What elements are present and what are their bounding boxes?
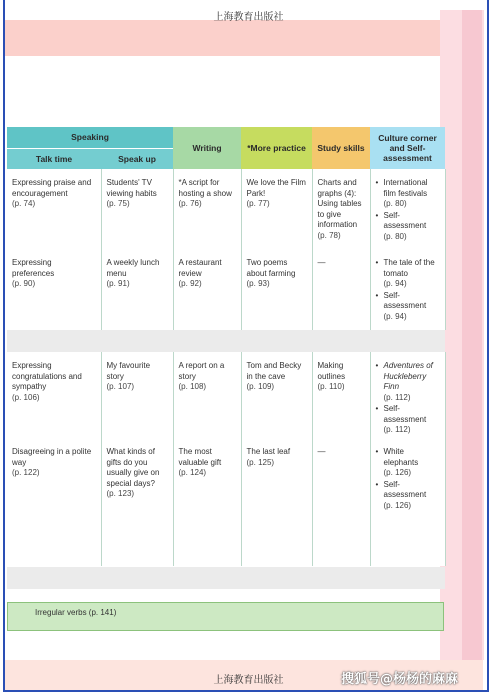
list-item: • Self-assessment (p. 112): [376, 404, 440, 436]
right-pink-strip-inner: [462, 10, 482, 660]
header-speaking: Speaking: [7, 127, 173, 148]
gray-band-2: [7, 567, 445, 589]
table-row: [7, 438, 445, 566]
list-item: • Self-assessment (p. 94): [376, 291, 440, 323]
cell-speak-up: My favourite story (p. 107): [101, 352, 173, 438]
table-row: [7, 169, 445, 249]
cell-writing: A report on a story (p. 108): [173, 352, 241, 438]
header-more-practice: *More practice: [241, 127, 312, 169]
cell-speak-up: A weekly lunch menu (p. 91): [101, 249, 173, 330]
list-item: • Self-assessment (p. 80): [376, 211, 440, 243]
watermark: 搜狐号@杨杨的麻麻: [341, 672, 459, 687]
cell-talk-time: Expressing preferences (p. 90): [7, 249, 101, 330]
cell-talk-time: Expressing praise and encouragement (p. 74): [7, 169, 101, 249]
cell-more-practice: The last leaf (p. 125): [241, 438, 312, 566]
table-row: [7, 249, 445, 330]
header-talk-time: Talk time: [7, 148, 101, 169]
cell-writing: *A script for hosting a show (p. 76): [173, 169, 241, 249]
cell-study-skills: —: [312, 249, 370, 330]
table-row: [7, 352, 445, 438]
row-spacer: [7, 330, 445, 352]
cell-culture: [370, 249, 445, 330]
list-item: • International film festivals (p. 80): [376, 178, 440, 210]
cell-speak-up: Students' TV viewing habits (p. 75): [101, 169, 173, 249]
cell-talk-time: Expressing congratulations and sympathy (p. 106): [7, 352, 101, 438]
cell-more-practice: Tom and Becky in the cave (p. 109): [241, 352, 312, 438]
list-item: • Adventures of Huckleberry Finn (p. 112): [376, 361, 440, 403]
list-item: • The tale of the tomato (p. 94): [376, 258, 440, 290]
header-writing: Writing: [173, 127, 241, 169]
cell-study-skills: —: [312, 438, 370, 566]
list-item: • Self-assessment (p. 126): [376, 480, 440, 512]
cell-more-practice: Two poems about farming (p. 93): [241, 249, 312, 330]
header-culture-corner: Culture corner and Self-assessment: [370, 127, 445, 169]
cell-speak-up: What kinds of gifts do you usually give on special days? (p. 123): [101, 438, 173, 566]
publisher-header: 上海教育出版社: [213, 12, 284, 23]
header-speak-up: Speak up: [101, 148, 173, 169]
irregular-verbs-box: Irregular verbs (p. 141): [7, 602, 444, 631]
publisher-footer: 上海教育出版社: [213, 675, 284, 686]
list-item: • White elephants (p. 126): [376, 447, 440, 479]
cell-study-skills: Charts and graphs (4): Using tables to give information (p. 78): [312, 169, 370, 249]
cell-writing: A restaurant review (p. 92): [173, 249, 241, 330]
cell-study-skills: Making outlines (p. 110): [312, 352, 370, 438]
cell-culture: [370, 438, 445, 566]
cell-talk-time: Disagreeing in a polite way (p. 122): [7, 438, 101, 566]
top-pink-band: [5, 20, 483, 56]
contents-table: [7, 127, 446, 566]
cell-culture: [370, 352, 445, 438]
header-study-skills: Study skills: [312, 127, 370, 169]
cell-writing: The most valuable gift (p. 124): [173, 438, 241, 566]
cell-culture: [370, 169, 445, 249]
cell-more-practice: We love the Film Park! (p. 77): [241, 169, 312, 249]
